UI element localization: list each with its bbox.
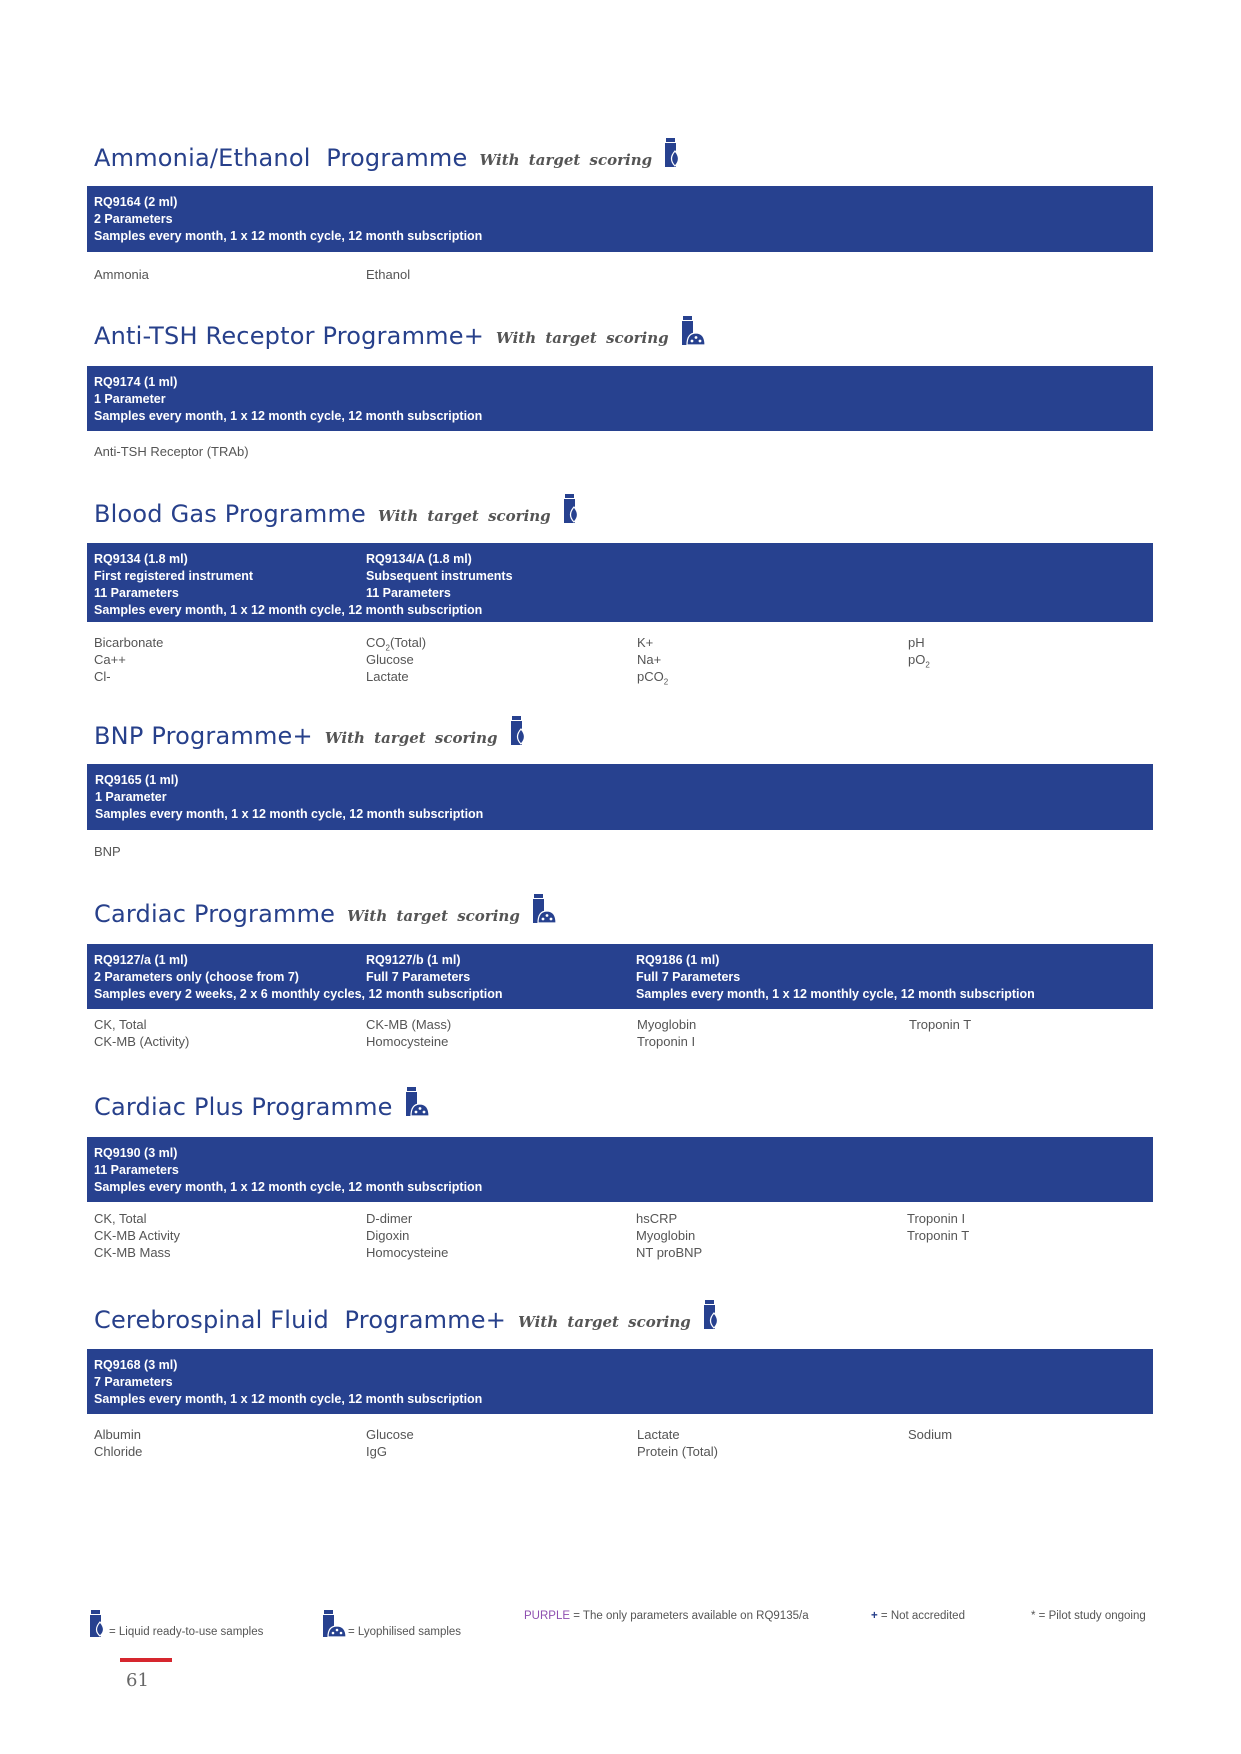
parameter-item: Myoglobin (637, 1017, 697, 1032)
product-column (95, 772, 483, 823)
parameter-column (366, 266, 410, 283)
product-detail: 2 Parameters only (choose from 7) (94, 970, 299, 984)
parameter-column (908, 1426, 952, 1443)
programme-title: BNP Programme+ (94, 722, 313, 750)
parameter-column (94, 1426, 142, 1460)
product-detail: 11 Parameters (94, 1163, 179, 1177)
target-scoring-label: With target scoring (496, 329, 669, 347)
product-detail: Full 7 Parameters (636, 970, 741, 984)
parameter-item: BNP (94, 844, 121, 859)
product-detail: Samples every month, 1 x 12 month cycle, 12 month subscription (94, 1180, 483, 1194)
parameter-column (366, 634, 426, 685)
parameter-item: Ca++ (94, 652, 126, 667)
programme-info-band (87, 764, 1153, 830)
parameter-item: Digoxin (366, 1228, 410, 1243)
parameter-item: Troponin T (907, 1228, 970, 1243)
product-detail: 11 Parameters (366, 586, 451, 600)
product-code: RQ9174 (1 ml) (94, 375, 178, 389)
product-detail: Samples every month, 1 x 12 month cycle, 12 month subscription (94, 603, 483, 617)
programme-title: Cardiac Plus Programme (94, 1093, 393, 1121)
target-scoring-label: With target scoring (347, 907, 520, 925)
programme-info-band (87, 1137, 1153, 1202)
product-detail: First registered instrument (94, 569, 254, 583)
parameter-item: Sodium (908, 1427, 953, 1442)
parameter-item: Troponin I (907, 1211, 966, 1226)
parameter-item: Cl- (94, 669, 111, 684)
parameter-item: Homocysteine (366, 1034, 449, 1049)
parameter-column (94, 1016, 189, 1050)
lyophilised-sample-icon (320, 1610, 346, 1638)
programme-info-band (87, 1349, 1153, 1414)
parameter-item: CK-MB Mass (94, 1245, 171, 1260)
legend-pilot-study: * = Pilot study ongoing (1031, 1610, 1146, 1622)
legend-purple: PURPLE = The only parameters available on RQ9135/a (524, 1610, 809, 1622)
product-column (636, 952, 1035, 1003)
parameter-column (637, 1016, 696, 1050)
programme-title-row (94, 1087, 429, 1121)
parameter-item: NT proBNP (636, 1245, 703, 1260)
programme-title: Cardiac Programme (94, 900, 336, 928)
parameter-item: IgG (366, 1444, 387, 1459)
parameter-item: CK, Total (94, 1211, 147, 1226)
product-code: RQ9134/A (1.8 ml) (366, 552, 472, 566)
parameter-column (637, 1426, 718, 1460)
programme-title-row (94, 138, 682, 172)
parameter-column (94, 443, 249, 460)
product-code: RQ9168 (3 ml) (94, 1358, 178, 1372)
product-detail: Samples every month, 1 x 12 month cycle, 12 month subscription (94, 409, 483, 423)
page-number: 61 (126, 1670, 149, 1691)
lyophilised-sample-icon (679, 316, 705, 346)
legend-not-accredited: + = Not accredited (871, 1610, 965, 1622)
product-column (94, 1357, 482, 1408)
parameter-column (909, 1016, 971, 1033)
parameter-column (94, 634, 163, 685)
parameter-item: Chloride (94, 1444, 143, 1459)
parameter-column (907, 1210, 969, 1244)
product-code: RQ9127/b (1 ml) (366, 953, 461, 967)
legend-liquid: = Liquid ready-to-use samples (87, 1610, 263, 1638)
product-detail: 7 Parameters (94, 1375, 173, 1389)
programme-title-row (94, 894, 556, 928)
parameter-column (94, 1210, 180, 1261)
legend-lyophilised: = Lyophilised samples (320, 1610, 461, 1638)
liquid-sample-icon (662, 138, 682, 168)
target-scoring-label: With target scoring (378, 507, 551, 525)
programme-title-row (94, 1300, 721, 1334)
parameter-item: Glucose (366, 1427, 414, 1442)
lyophilised-sample-icon (403, 1087, 429, 1117)
parameter-item: Bicarbonate (94, 635, 164, 650)
page-number-rule (120, 1658, 172, 1662)
parameter-item: Lactate (637, 1427, 680, 1442)
programme-title: Anti-TSH Receptor Programme+ (94, 322, 484, 350)
product-detail: Subsequent instruments (366, 569, 513, 583)
parameter-item: Protein (Total) (637, 1444, 718, 1459)
liquid-sample-icon (561, 494, 581, 524)
lyophilised-sample-icon (530, 894, 556, 924)
parameter-column (94, 843, 121, 860)
product-detail: Samples every month, 1 x 12 month cycle, 12 month subscription (94, 229, 483, 243)
product-detail: Samples every month, 1 x 12 monthly cycle, 12 month subscription (636, 987, 1035, 1001)
product-detail: Samples every month, 1 x 12 month cycle, 12 month subscription (94, 1392, 483, 1406)
product-code: RQ9164 (2 ml) (94, 195, 178, 209)
liquid-sample-icon (508, 716, 528, 746)
programme-title: Ammonia/Ethanol Programme (94, 144, 468, 172)
programme-title-row (94, 316, 705, 350)
parameter-column (366, 1426, 414, 1460)
parameter-item: pCO$_2$ (637, 669, 669, 687)
parameter-item: CK-MB Activity (94, 1228, 180, 1243)
target-scoring-label: With target scoring (324, 729, 498, 747)
product-detail: Samples every 2 weeks, 2 x 6 monthly cycles, 12 month subscription (94, 987, 503, 1001)
parameter-column (366, 1210, 448, 1261)
programme-info-band (87, 543, 1153, 622)
parameter-column (637, 634, 668, 685)
parameter-item: Troponin I (637, 1034, 696, 1049)
product-code: RQ9190 (3 ml) (94, 1146, 178, 1160)
parameter-column (366, 1016, 451, 1050)
parameter-item: D-dimer (366, 1211, 413, 1226)
product-column (94, 194, 482, 245)
programme-info-band (87, 944, 1153, 1009)
product-column (94, 374, 482, 425)
parameter-item: Homocysteine (366, 1245, 449, 1260)
programme-info-band (87, 186, 1153, 252)
product-detail: Samples every month, 1 x 12 month cycle, 12 month subscription (95, 807, 484, 821)
legend (87, 1602, 1153, 1638)
parameter-item: CK, Total (94, 1017, 147, 1032)
parameter-item: Troponin T (909, 1017, 972, 1032)
programme-title-row (94, 494, 581, 528)
programme-title: Blood Gas Programme (94, 500, 367, 528)
target-scoring-label: With target scoring (479, 151, 653, 169)
product-column (366, 551, 513, 602)
parameter-item: K+ (637, 635, 654, 650)
parameter-column (94, 266, 149, 283)
parameter-item: Ethanol (366, 267, 411, 282)
product-code: RQ9186 (1 ml) (636, 953, 720, 967)
liquid-sample-icon (701, 1300, 721, 1330)
parameter-column (636, 1210, 702, 1261)
parameter-item: Lactate (366, 669, 409, 684)
product-detail: 2 Parameters (94, 212, 173, 226)
programme-info-band (87, 366, 1153, 431)
product-detail: Full 7 Parameters (366, 970, 471, 984)
parameter-item: CK-MB (Mass) (366, 1017, 452, 1032)
parameter-item: pH (908, 635, 925, 650)
product-column (366, 952, 470, 986)
product-code: RQ9134 (1.8 ml) (94, 552, 188, 566)
parameter-item: Anti-TSH Receptor (TRAb) (94, 444, 249, 459)
parameter-item: hsCRP (636, 1211, 678, 1226)
product-code: RQ9165 (1 ml) (95, 773, 179, 787)
parameter-item: $pO_2$ (908, 652, 930, 670)
parameter-item: Myoglobin (636, 1228, 696, 1243)
parameter-item: $CO_2(Total)$ (366, 635, 427, 653)
parameter-item: CK-MB (Activity) (94, 1034, 190, 1049)
product-detail: 1 Parameter (94, 392, 166, 406)
product-detail: 1 Parameter (95, 790, 167, 804)
target-scoring-label: With target scoring (518, 1313, 691, 1331)
product-code: RQ9127/a (1 ml) (94, 953, 188, 967)
parameter-item: Glucose (366, 652, 414, 667)
product-detail: 11 Parameters (94, 586, 179, 600)
programme-title: Cerebrospinal Fluid Programme+ (94, 1306, 507, 1334)
liquid-sample-icon (87, 1610, 107, 1638)
product-column (94, 1145, 482, 1196)
parameter-item: Albumin (94, 1427, 141, 1442)
programme-title-row (94, 716, 528, 750)
parameter-item: Ammonia (94, 267, 149, 282)
parameter-item: Na+ (637, 652, 662, 667)
parameter-column (908, 634, 930, 668)
